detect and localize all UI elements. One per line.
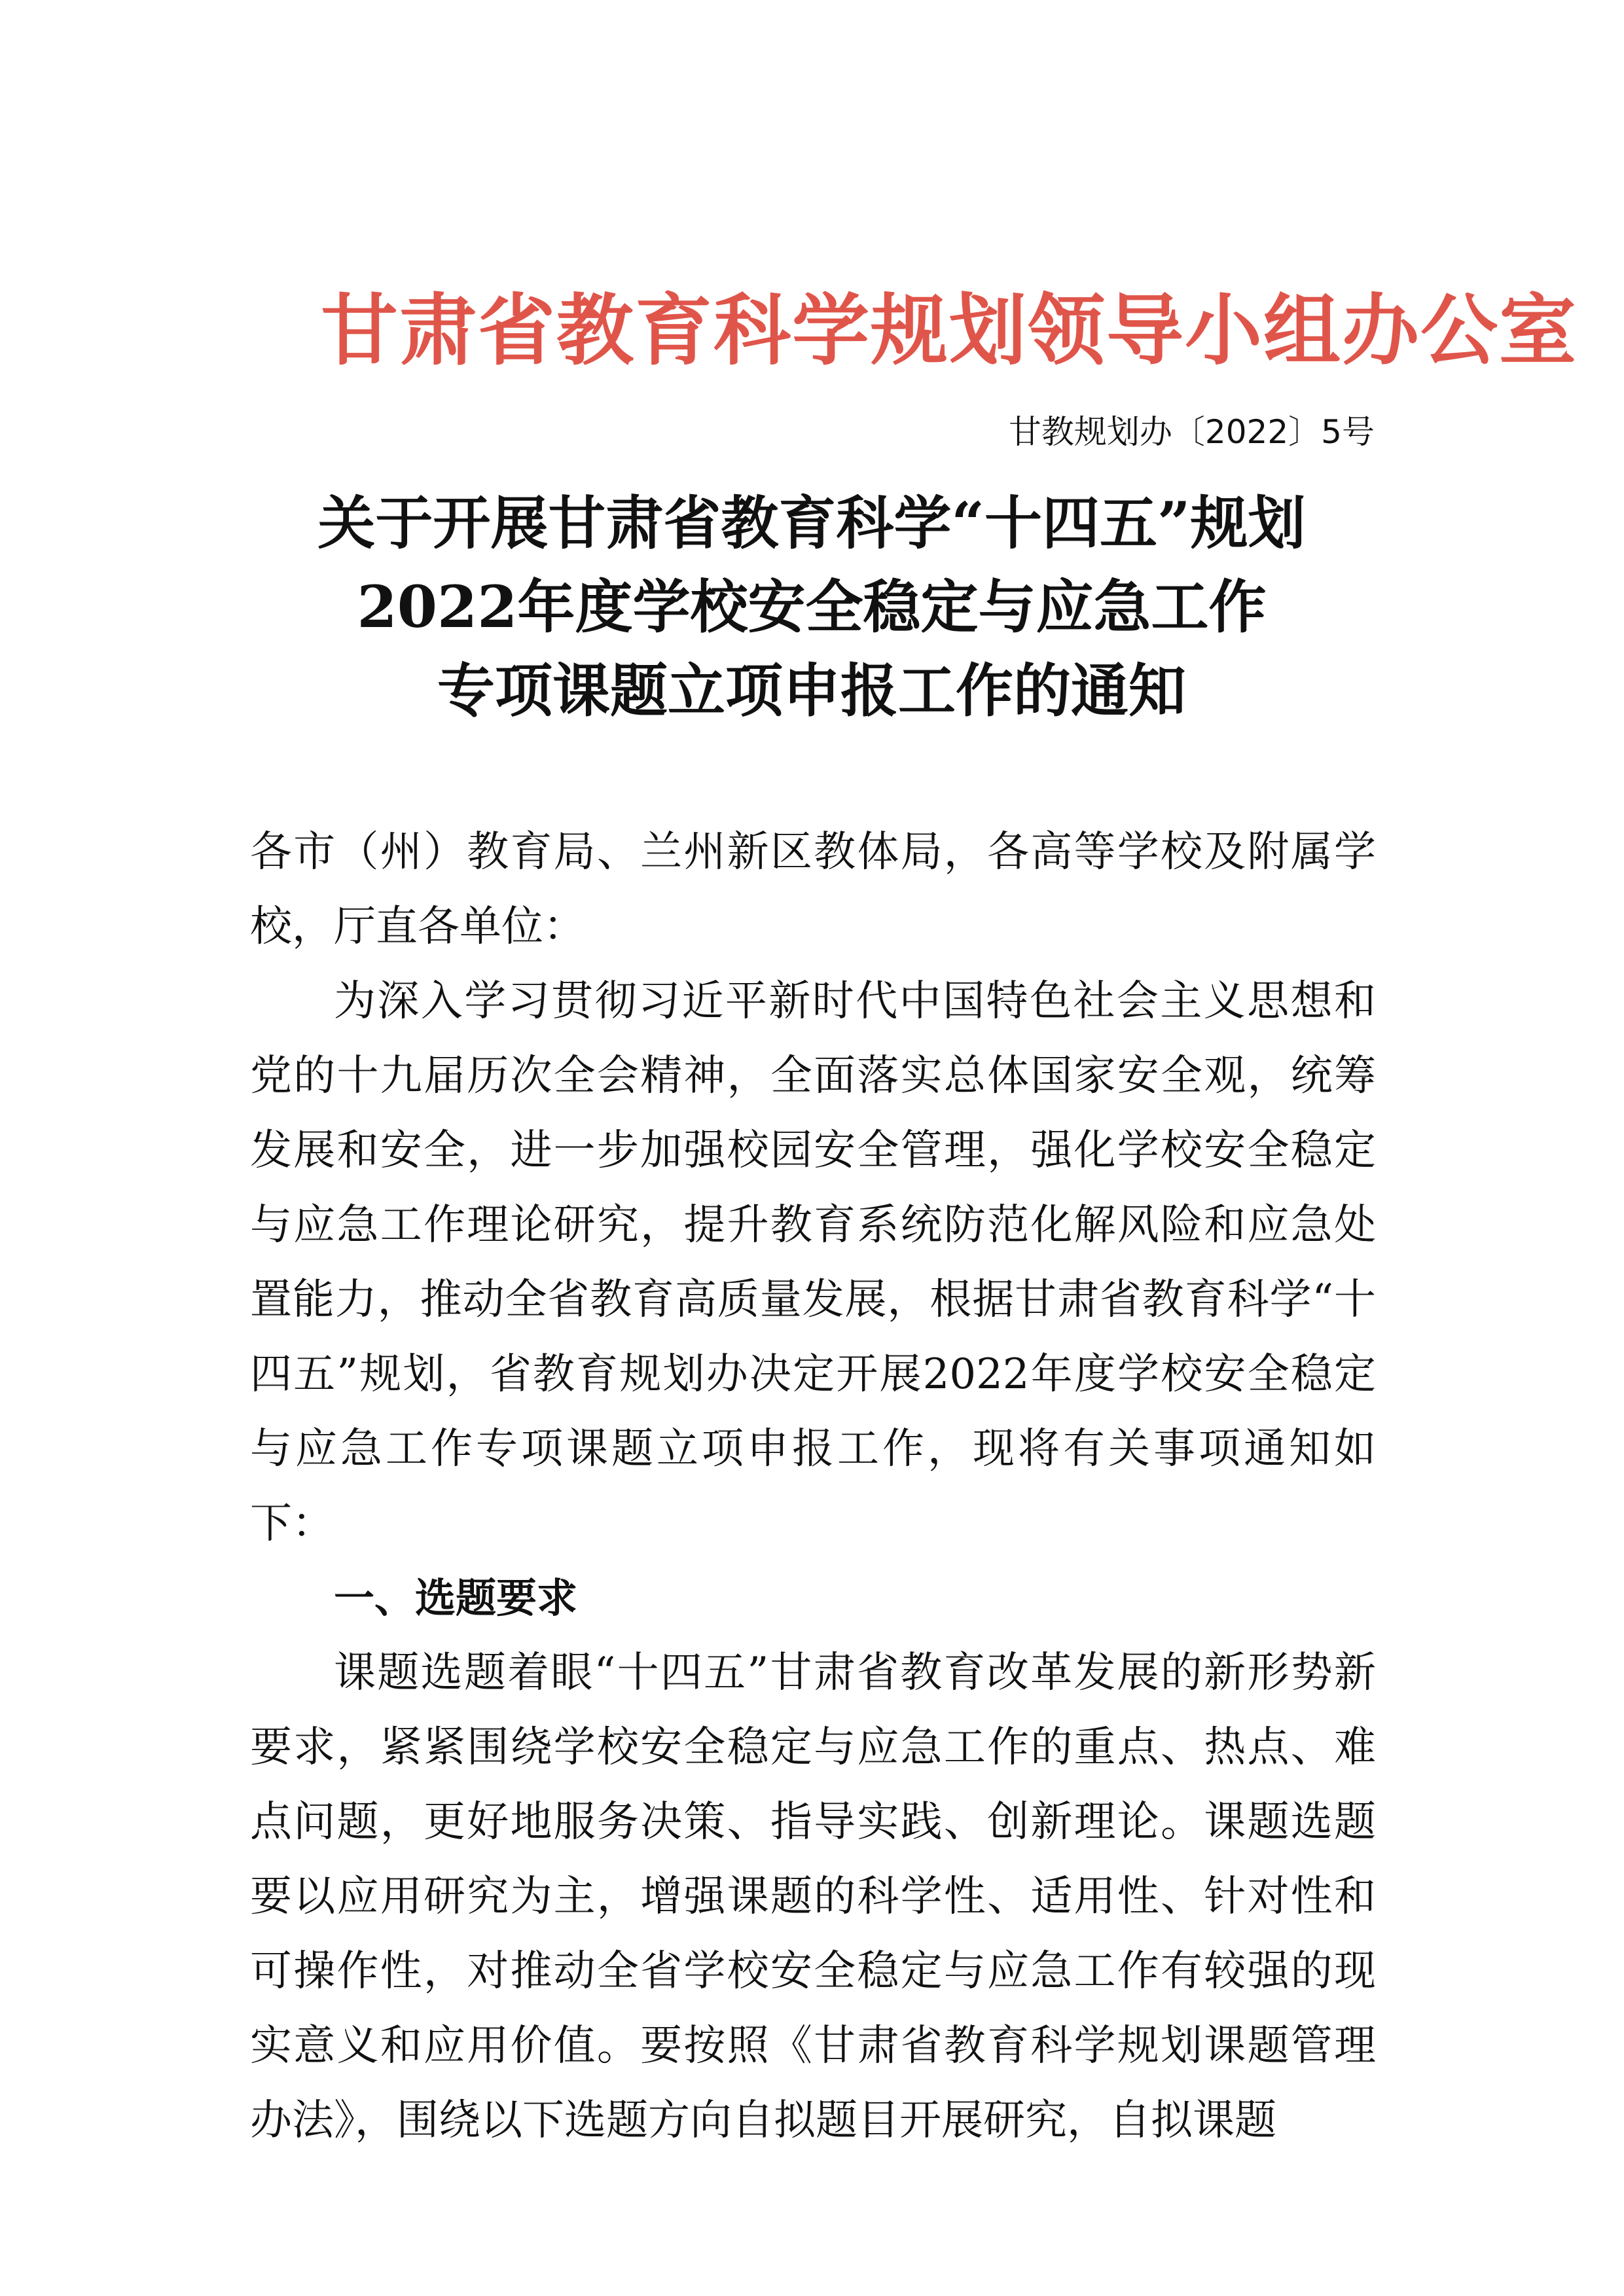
intro-paragraph: 为深入学习贯彻习近平新时代中国特色社会主义思想和党的十九届历次全会精神，全面落实总体国家安全观，统筹发展和安全，进一步加强校园安全管理，强化学校安全稳定与应急工作理论研究，提升教育系统防范化解风险和应急处置能力，推动全省教育高质量发展，根据甘肃省教育科学“十四五”规划，省教育规划办决定开展2022年度学校安全稳定与应急工作专项课题立项申报工作，现将有关事项通知如下：: [250, 977, 1376, 1548]
document-number: 甘教规划办〔2022〕5号: [1008, 413, 1375, 451]
title-line-2: 2022年度学校安全稳定与应急工作: [357, 573, 1267, 641]
document-title: [236, 481, 1388, 732]
topic-requirements-paragraph: 课题选题着眼“十四五”甘肃省教育改革发展的新形势新要求，紧紧围绕学校安全稳定与应急工作的重点、热点、难点问题，更好地服务决策、指导实践、创新理论。课题选题要以应用研究为主，增强课题的科学性、适用性、针对性和可操作性，对推动全省学校安全稳定与应急工作有较强的现实意义和应用价值。要按照《甘肃省教育科学规划课题管理办法》，围绕以下选题方向自拟题目开展研究，自拟课题: [250, 1649, 1376, 2145]
salutation: 各市（州）教育局、兰州新区教体局，各高等学校及附属学校，厅直各单位：: [250, 828, 1376, 951]
issuing-office-header: 甘肃省教育科学规划领导小组办公室: [321, 285, 1578, 376]
document-body: [250, 815, 1376, 2158]
title-line-3: 专项课题立项申报工作的通知: [437, 656, 1186, 725]
section-heading-topic-requirements: 一、选题要求: [334, 1574, 578, 1622]
title-line-1: 关于开展甘肃省教育科学“十四五”规划: [317, 489, 1306, 557]
